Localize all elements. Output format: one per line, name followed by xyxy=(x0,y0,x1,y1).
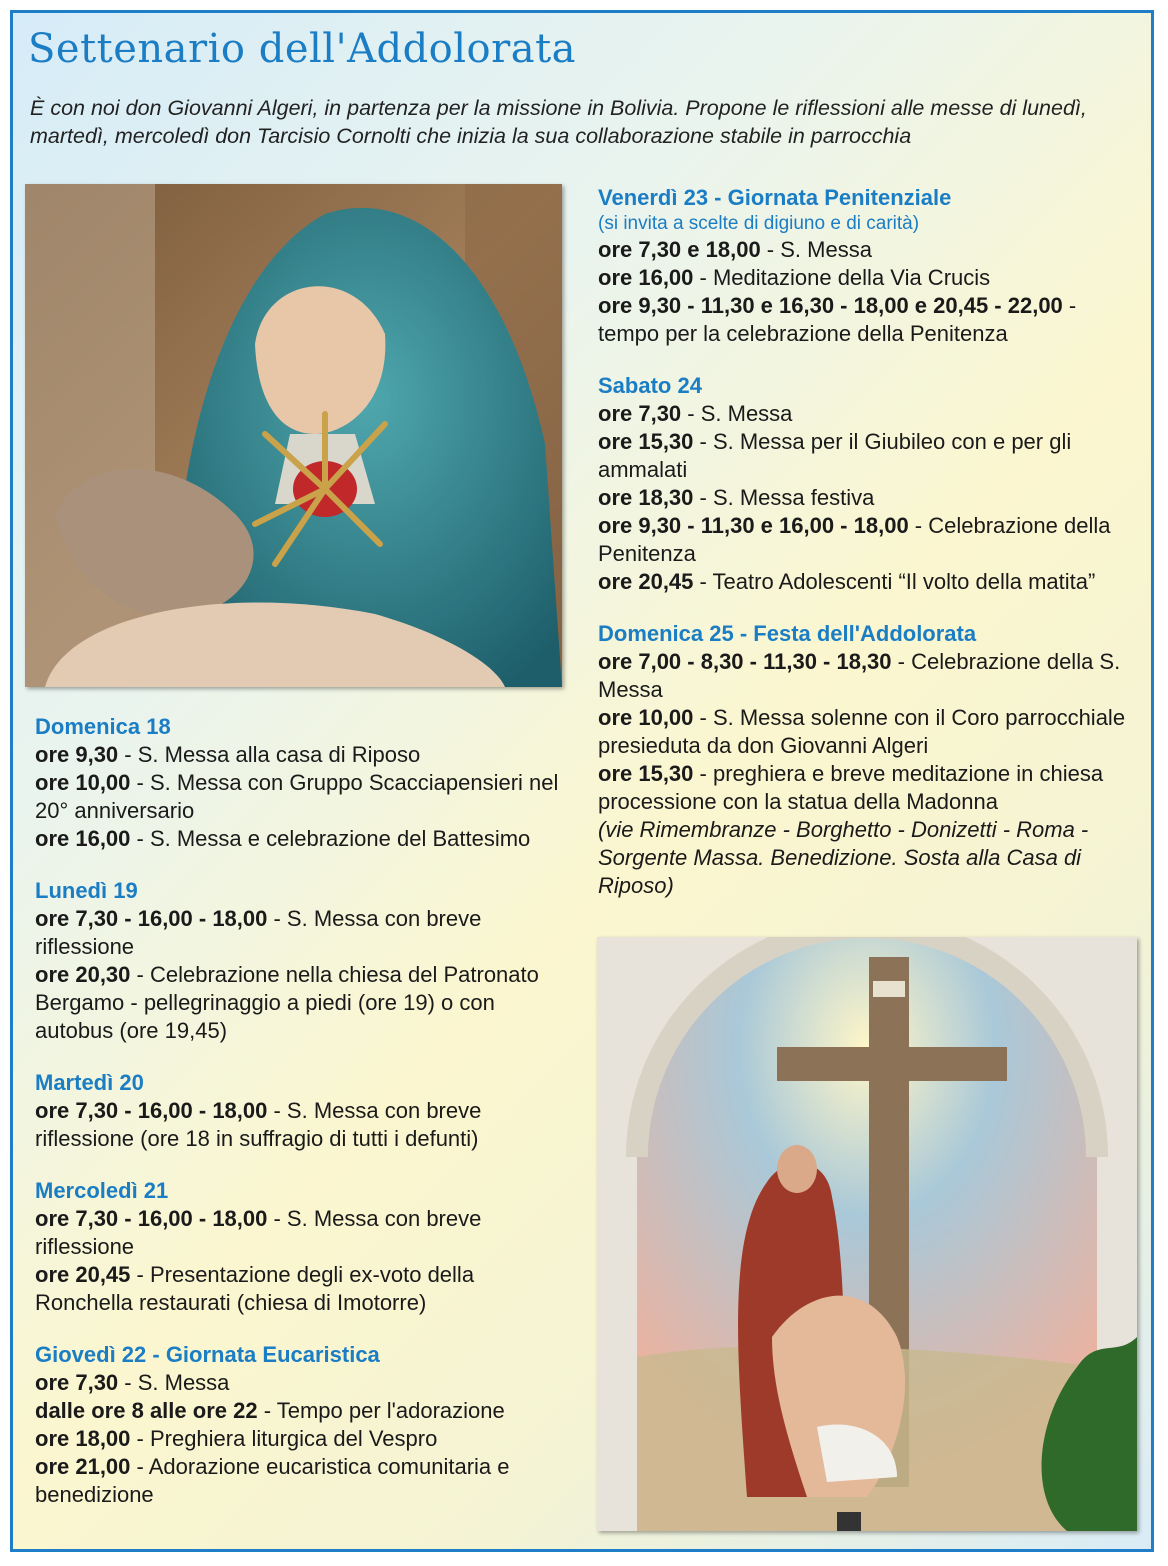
day-heading: Martedì 20 xyxy=(35,1070,144,1095)
day-subheading: (si invita a scelte di digiuno e di carità) xyxy=(598,213,920,234)
schedule-item: ore 7,30 - S. Messa xyxy=(598,401,793,426)
schedule-item: ore 7,30 - 16,00 - 18,00 - S. Messa con breve riflessione xyxy=(35,1206,482,1259)
day-heading: Domenica 25 - Festa dell'Addolorata xyxy=(598,621,977,646)
schedule-item: ore 18,30 - S. Messa festiva xyxy=(598,485,875,510)
day-heading: Venerdì 23 - Giornata Penitenziale xyxy=(598,185,952,210)
day-heading: Mercoledì 21 xyxy=(35,1178,169,1203)
schedule-item: ore 16,00 - Meditazione della Via Crucis xyxy=(598,265,991,290)
schedule-item: ore 10,00 - S. Messa solenne con il Coro parrocchiale presieduta da don Giovanni Algeri xyxy=(598,705,1126,758)
crucifixion-fresco-photo xyxy=(597,937,1137,1531)
schedule-item: ore 9,30 - 11,30 e 16,30 - 18,00 e 20,45 - 22,00 - tempo per la celebrazione della Penitenza xyxy=(598,293,1077,346)
addolorata-statue-photo xyxy=(25,184,562,687)
day-block-domenica-18 xyxy=(35,713,565,853)
schedule-item: ore 7,00 - 8,30 - 11,30 - 18,30 - Celebrazione della S. Messa xyxy=(598,649,1121,702)
schedule-item: ore 20,45 - Teatro Adolescenti “Il volto della matita” xyxy=(598,569,1096,594)
schedule-item: ore 16,00 - S. Messa e celebrazione del Battesimo xyxy=(35,826,531,851)
schedule-item: ore 9,30 - 11,30 e 16,00 - 18,00 - Celebrazione della Penitenza xyxy=(598,513,1111,566)
day-block-giovedi-22 xyxy=(35,1341,565,1509)
day-block-lunedi-19 xyxy=(35,877,565,1045)
schedule-item: ore 7,30 e 18,00 - S. Messa xyxy=(598,237,872,262)
schedule-item: ore 7,30 - 16,00 - 18,00 - S. Messa con breve riflessione (ore 18 in suffragio di tutti i defunti) xyxy=(35,1098,482,1151)
schedule-item: ore 21,00 - Adorazione eucaristica comunitaria e benedizione xyxy=(35,1454,510,1507)
day-heading: Sabato 24 xyxy=(598,373,702,398)
schedule-item: ore 15,30 - S. Messa per il Giubileo con e per gli ammalati xyxy=(598,429,1072,482)
procession-route-note: (vie Rimembranze - Borghetto - Donizetti - Roma - Sorgente Massa. Benedizione. Sosta alla Casa di Riposo) xyxy=(598,817,1089,898)
schedule-item: ore 10,00 - S. Messa con Gruppo Scacciapensieri nel 20° anniversario xyxy=(35,770,559,823)
left-schedule-column xyxy=(35,713,565,1533)
fresco-image xyxy=(597,937,1137,1531)
day-block-domenica-25 xyxy=(598,620,1128,900)
day-heading: Lunedì 19 xyxy=(35,878,138,903)
day-block-sabato-24 xyxy=(598,372,1128,596)
day-block-mercoledi-21 xyxy=(35,1177,565,1317)
schedule-item: ore 9,30 - S. Messa alla casa di Riposo xyxy=(35,742,421,767)
day-block-martedi-20 xyxy=(35,1069,565,1153)
schedule-item: ore 20,45 - Presentazione degli ex-voto della Ronchella restaurati (chiesa di Imotorre) xyxy=(35,1262,475,1315)
schedule-item: ore 15,30 - preghiera e breve meditazione in chiesa processione con la statua della Madonna xyxy=(598,761,1104,814)
intro-text: È con noi don Giovanni Algeri, in partenza per la missione in Bolivia. Propone le riflessioni alle messe di lunedì, martedì, mercoledì don Tarcisio Cornolti che inizia la sua collaborazione stabile in parrocchia xyxy=(30,96,1087,148)
right-schedule-column xyxy=(598,184,1128,924)
schedule-item: ore 7,30 - 16,00 - 18,00 - S. Messa con breve riflessione xyxy=(35,906,482,959)
day-heading: Domenica 18 xyxy=(35,714,171,739)
schedule-item: ore 18,00 - Preghiera liturgica del Vespro xyxy=(35,1426,438,1451)
schedule-item: dalle ore 8 alle ore 22 - Tempo per l'adorazione xyxy=(35,1398,505,1423)
page-title: Settenario dell'Addolorata xyxy=(28,26,577,72)
schedule-item: ore 20,30 - Celebrazione nella chiesa del Patronato Bergamo - pellegrinaggio a piedi (ore 19) o con autobus (ore 19,45) xyxy=(35,962,539,1043)
day-block-venerdi-23 xyxy=(598,184,1128,348)
day-heading: Giovedì 22 - Giornata Eucaristica xyxy=(35,1342,380,1367)
schedule-item: ore 7,30 - S. Messa xyxy=(35,1370,230,1395)
statue-image xyxy=(25,184,562,687)
